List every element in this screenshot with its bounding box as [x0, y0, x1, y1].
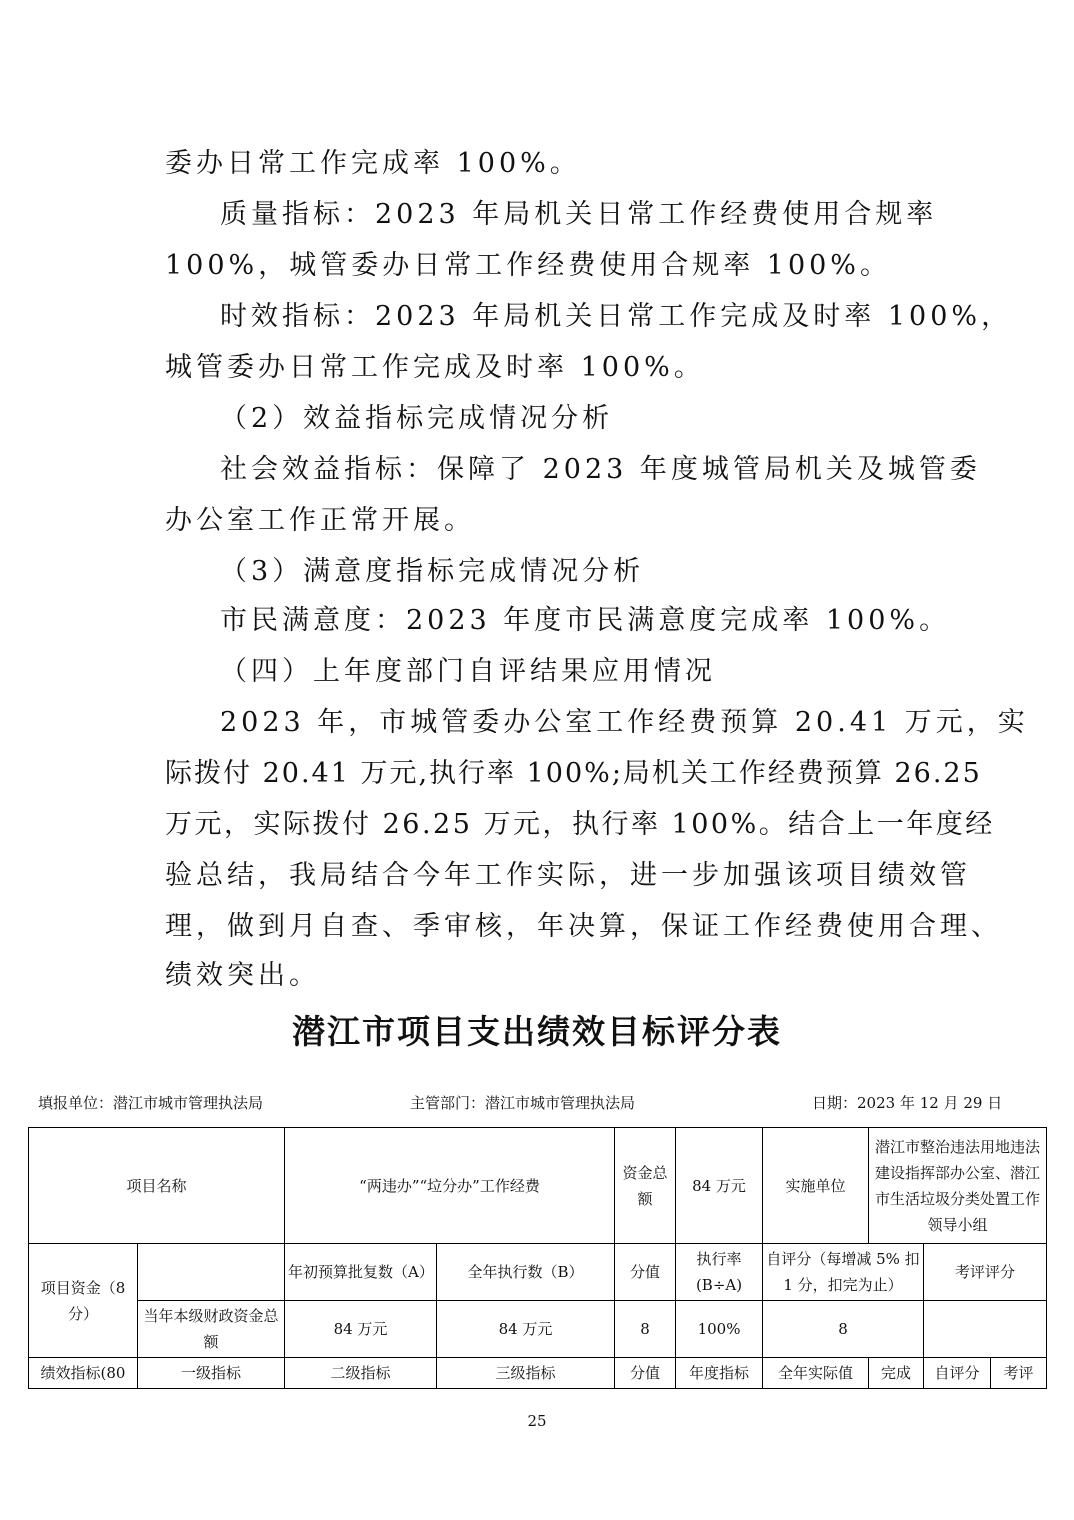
paragraph-line: 社会效益指标：保障了 2023 年度城管局机关及城管委	[220, 454, 981, 485]
paragraph-line: 理，做到月自查、季审核，年决算，保证工作经费使用合理、	[165, 911, 1002, 942]
fund-total: 84 万元	[676, 1128, 763, 1244]
paragraph-line: 际拨付 20.41 万元,执行率 100%;局机关工作经费预算 26.25	[165, 758, 982, 789]
paragraph-line: 质量指标：2023 年局机关日常工作经费使用合规率	[220, 199, 938, 230]
project-name: “两违办”“垃分办”工作经费	[285, 1128, 615, 1244]
initial-budget-label: 年初预算批复数（A）	[285, 1244, 437, 1301]
paragraph-line: 委办日常工作完成率 100%。	[165, 148, 581, 179]
paragraph-line: 时效指标：2023 年局机关日常工作完成及时率 100%，	[220, 301, 1013, 332]
paragraph-line: 城管委办日常工作完成及时率 100%。	[165, 352, 705, 383]
level2-label: 二级指标	[285, 1358, 437, 1389]
actual-value-label: 全年实际值	[763, 1358, 869, 1389]
paragraph-line: 市民满意度：2023 年度市民满意度完成率 100%。	[220, 605, 951, 636]
paragraph-line: 2023 年，市城管委办公室工作经费预算 20.41 万元，实	[220, 707, 1029, 738]
impl-unit-label: 实施单位	[763, 1128, 869, 1244]
annual-exec-label: 全年执行数（B）	[437, 1244, 615, 1301]
project-name-label: 项目名称	[29, 1128, 285, 1244]
table-title: 潜江市项目支出绩效目标评分表	[292, 1012, 782, 1051]
score-label: 分值	[615, 1358, 676, 1389]
fill-unit: 填报单位：潜江市城市管理执法局	[38, 1094, 264, 1112]
exec-value: 84 万元	[437, 1301, 615, 1358]
page-number: 25	[527, 1412, 547, 1430]
item-label: 当年本级财政资金总额	[138, 1301, 285, 1358]
paragraph-line: 万元，实际拨付 26.25 万元，执行率 100%。结合上一年度经	[165, 809, 995, 840]
section-heading: （2）效益指标完成情况分析	[220, 403, 614, 434]
level1-label: 一级指标	[138, 1358, 285, 1389]
initial-value: 84 万元	[285, 1301, 437, 1358]
paragraph-line: 办公室工作正常开展。	[165, 505, 475, 536]
complete-label: 完成	[869, 1358, 924, 1389]
self-eval-label: 自评分	[924, 1358, 991, 1389]
section-heading: （四）上年度部门自评结果应用情况	[220, 656, 716, 687]
self-score-label: 自评分（每增减 5% 扣 1 分，扣完为止）	[763, 1244, 924, 1301]
section-heading: （3）满意度指标完成情况分析	[220, 556, 645, 587]
review-label: 考评	[991, 1358, 1047, 1389]
funds-label: 项目资金（8 分）	[29, 1244, 138, 1358]
score-label: 分值	[615, 1244, 676, 1301]
fund-total-label: 资金总额	[615, 1128, 676, 1244]
self-score-value: 8	[763, 1301, 924, 1358]
score-value: 8	[615, 1301, 676, 1358]
paragraph-line: 验总结，我局结合今年工作实际，进一步加强该项目绩效管	[165, 860, 971, 891]
review-score-label: 考评评分	[924, 1244, 1047, 1301]
level3-label: 三级指标	[437, 1358, 615, 1389]
review-score-value	[924, 1301, 1047, 1358]
table-row	[29, 1128, 1047, 1244]
table-row	[29, 1358, 1047, 1389]
table-row	[29, 1301, 1047, 1358]
impl-unit: 潜江市整治违法用地违法建设指挥部办公室、潜江市生活垃圾分类处置工作领导小组	[869, 1128, 1047, 1244]
score-table	[28, 1127, 1047, 1389]
paragraph-line: 绩效突出。	[165, 960, 320, 991]
perf-label: 绩效指标(80	[29, 1358, 138, 1389]
table-row	[29, 1244, 1047, 1301]
paragraph-line: 100%，城管委办日常工作经费使用合规率 100%。	[165, 250, 891, 281]
annual-target-label: 年度指标	[676, 1358, 763, 1389]
exec-rate-value: 100%	[676, 1301, 763, 1358]
empty-cell	[138, 1244, 285, 1301]
fill-date: 日期：2023 年 12 月 29 日	[812, 1094, 1003, 1112]
exec-rate-label: 执行率(B÷A)	[676, 1244, 763, 1301]
fill-dept: 主管部门：潜江市城市管理执法局	[410, 1094, 636, 1112]
